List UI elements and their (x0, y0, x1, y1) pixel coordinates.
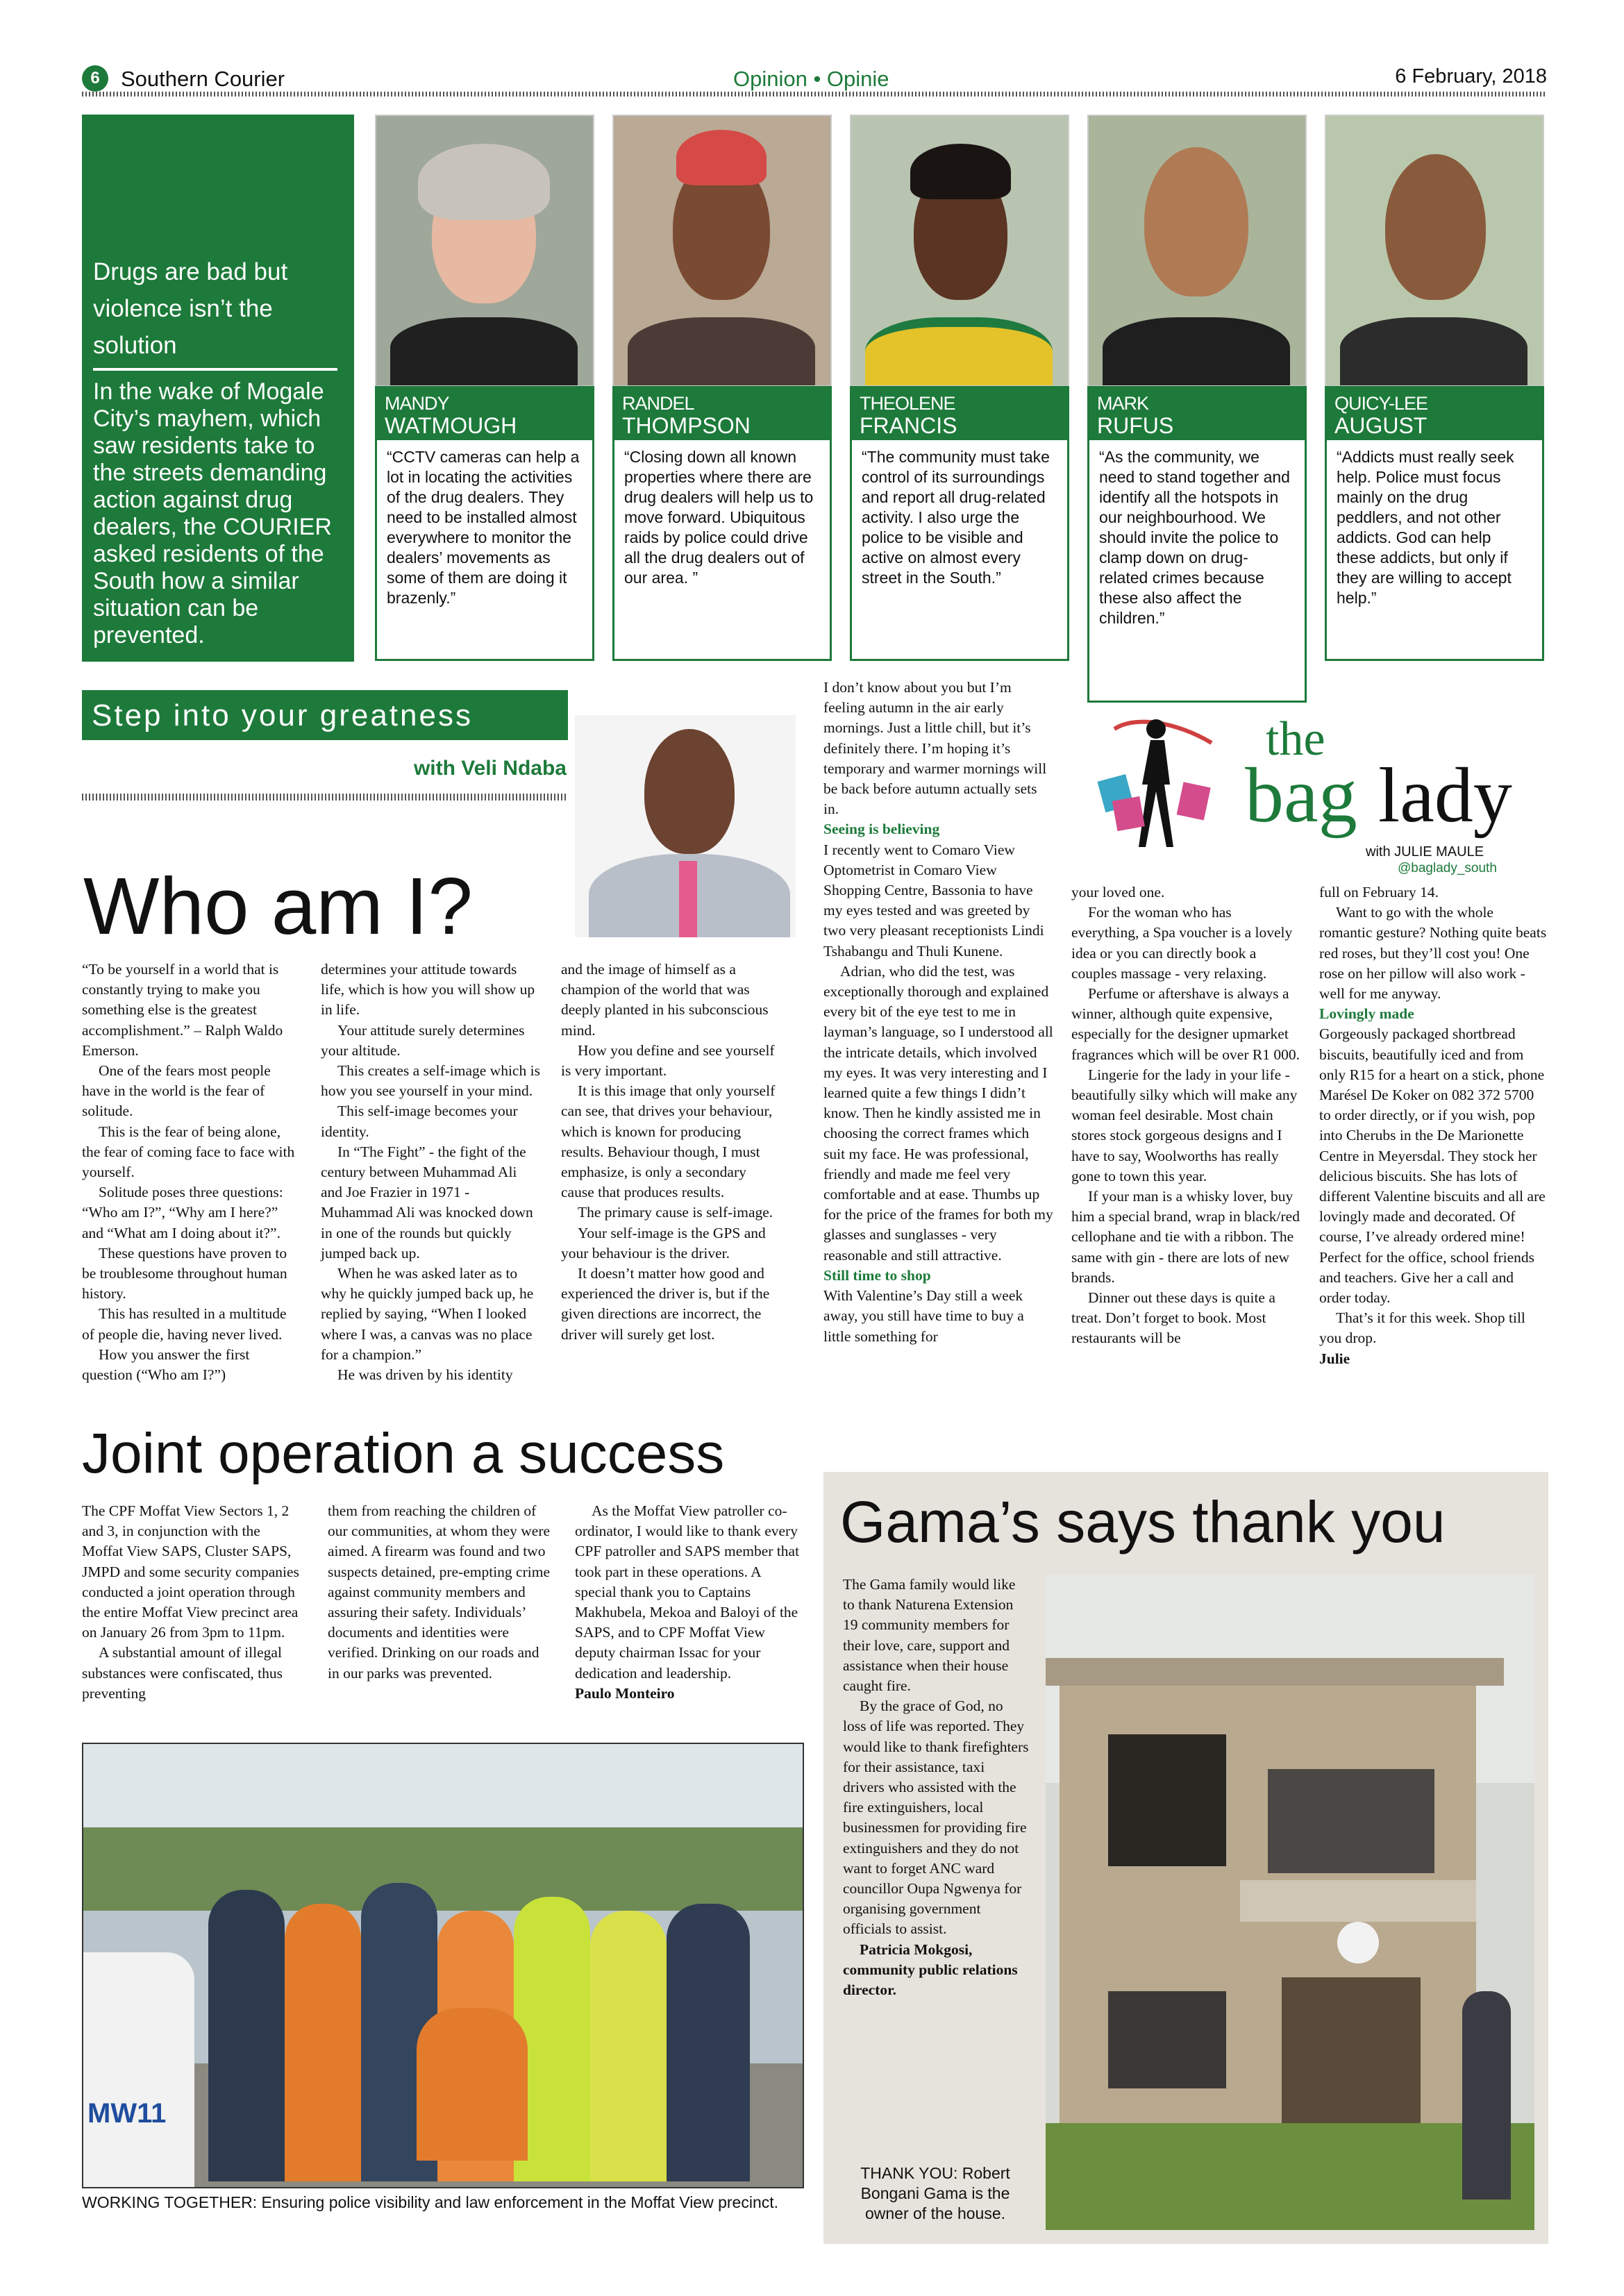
vox-first-name: RANDEL (622, 393, 694, 414)
paragraph: full on February 14. (1319, 884, 1439, 900)
gama-house-photo (1046, 1575, 1534, 2230)
person-robert-gama (1462, 1991, 1511, 2199)
paper-name: Southern Courier (121, 67, 285, 91)
vox-card-0 (375, 386, 594, 661)
vox-intro: In the wake of Mogale City’s mayhem, which saw residents take to the streets demanding action against drug dealers, the COURIER asked residents of the South how a similar situation can be prevented. (93, 378, 332, 648)
paragraph: As the Moffat View patroller co-ordinator, I would like to thank every CPF patroller and SAPS member that took part in these operations. A special thank you to Captains Makhubela, Mekoa and Baloyi of the SAPS, and to CPF Moffat View deputy chairman Issac for your dedication and leadership. (575, 1502, 800, 1682)
paragraph: By the grace of God, no loss of life was reported. They would like to thank firefighters for their assistance, taxi drivers who assisted with the fire extinguishers, local businessmen for providing fire extinguishers and they do not want to forget ANC ward councillor Oupa Ngwenya for organising government officials to assist. (843, 1698, 1029, 1938)
vox-quote: “Closing down all known properties where there are drug dealers will help us to move forward. Ubiquitous raids by police could drive all the drug dealers out of our area. ” (612, 440, 832, 661)
paragraph: Lingerie for the lady in your life - beautifully silky which will make any woman feel desirable. Most chain stores stock gorgeous designs and I have to say, Woolworths has really gone to town this year. (1071, 1066, 1298, 1184)
paragraph: and the image of himself as a champion of the world that was deeply planted in his subconscious mind. (561, 961, 769, 1039)
joint-col1 (82, 1501, 304, 1704)
baglady-logo (1073, 694, 1545, 882)
subheading: Seeing is believing (823, 821, 940, 838)
satellite-dish-icon (1337, 1922, 1379, 1963)
person-1 (208, 1890, 285, 2181)
vox-title: Drugs are bad but violence isn’t the solution (93, 258, 288, 359)
column-banner-text: Step into your greatness (92, 698, 473, 732)
header-rule (82, 92, 1547, 97)
paragraph: For the woman who has everything, a Spa voucher is a lovely idea or you can directly book a couples massage - very relaxing. (1071, 904, 1293, 982)
column-banner (82, 690, 568, 740)
police-car-number: MW11 (87, 2098, 167, 2129)
photo-trees (83, 1827, 803, 1911)
paragraph: I recently went to Comaro View Optometrist in Comaro View Shopping Centre, Bassonia to have my eyes tested and was greeted by two very pleasant receptionists Lindi Tshabangu and Thuli Kunene. (823, 841, 1044, 960)
paragraph: It is this image that only yourself can see, that drives your behaviour, which is known for producing results. Behaviour though, I must emphasize, is only a secondary cause that produces results. (561, 1082, 776, 1201)
paragraph: This creates a self-image which is how you see yourself in your mind. (321, 1062, 540, 1100)
vox-name-bar (1325, 386, 1544, 440)
police-car (83, 1952, 194, 2188)
portrait-quicy-lee-august (1325, 115, 1544, 387)
baglady-logo-the: the (1266, 712, 1325, 766)
paragraph: Solitude poses three questions: “Who am I?”, “Why am I here?” and “What am I doing about it?”. (82, 1184, 283, 1241)
paragraph: How you answer the first question (“Who am I?”) (82, 1346, 250, 1384)
paragraph: In “The Fight” - the fight of the century between Muhammad Ali and Joe Frazier in 1971 - Muhammad Ali was knocked down in one of the rounds but quickly jumped back up. (321, 1143, 533, 1262)
paragraph: It doesn’t matter how good and experienced the driver is, but if the given directions are incorrect, the driver will surely get lost. (561, 1265, 770, 1343)
person-6 (590, 1911, 667, 2181)
paragraph: If your man is a whisky lover, buy him a special brand, wrap in black/red cellophane and tie with a ribbon. The same with gin - there are lots of new brands. (1071, 1188, 1300, 1286)
paragraph: Adrian, who did the test, was exceptionally thorough and explained every bit of the eye test to me in layman’s language, so I understood all the intricate details, which involved my eyes. It was very interesting and I learned quite a few things I didn’t know. Then he kindly assisted me in choosing the correct frames which suit my face. He was professional, friendly and made me feel very comfortable and at ease. Thumbs up for the price of the frames for both my glasses and sunglasses - very reasonable and still attractive. (823, 962, 1053, 1264)
portrait-randel-thompson (612, 115, 832, 387)
vox-name-bar (375, 386, 594, 440)
vox-name-bar (612, 386, 832, 440)
columnist-tie (679, 861, 697, 937)
baglady-logo-bag: bag (1245, 753, 1357, 839)
portrait-mark-rufus (1087, 115, 1307, 387)
paragraph: The primary cause is self-image. (578, 1204, 773, 1221)
person-2 (285, 1904, 361, 2181)
vox-card-4 (1325, 386, 1544, 661)
paragraph: The Gama family would like to thank Naturena Extension 19 community members for their love, care, support and assistance when their house caught fire. (843, 1576, 1016, 1695)
portrait-face (1144, 147, 1248, 296)
vox-card-3 (1087, 386, 1307, 703)
paragraph: A substantial amount of illegal substances were confiscated, thus preventing (82, 1644, 283, 1702)
paragraph: Your attitude surely determines your altitude. (321, 1021, 525, 1059)
paragraph: This has resulted in a multitude of people die, having never lived. (82, 1305, 287, 1343)
baglady-handle: @baglady_south (1398, 861, 1497, 875)
joint-headline: Joint operation a success (82, 1422, 725, 1485)
vox-last-name: WATMOUGH (385, 413, 517, 438)
subheading: Still time to shop (823, 1266, 931, 1284)
paragraph: That’s it for this week. Shop till you drop. (1319, 1309, 1525, 1347)
paragraph: These questions have proven to be troublesome throughout human history. (82, 1244, 287, 1302)
vox-card-1 (612, 386, 832, 661)
vox-first-name: MARK (1097, 393, 1149, 414)
paragraph: When he was asked later as to why he quickly jumped back up, he replied by saying, “When I looked where I was, a canvas was no place for a champion.” (321, 1265, 534, 1363)
vox-first-name: MANDY (385, 393, 449, 414)
vox-first-name: THEOLENE (860, 393, 955, 414)
portrait-clothes (390, 317, 578, 387)
vox-last-name: AUGUST (1334, 413, 1428, 438)
portrait-clothes (1103, 317, 1290, 387)
baglady-col-a (823, 678, 1054, 1347)
portrait-hair (676, 130, 767, 185)
paragraph: Gorgeously packaged shortbread biscuits, beautifully iced and from only R15 for a heart on a stick, phone Marésel De Koker on 082 372 5700 to order directly, or if you wish, pop into Cherubs in the De Marionette Centre in Meyersdal. They stock her delicious biscuits. She has lots of different Valentine biscuits and all are lovingly made and decorated. Of course, I’ve already ordered mine! Perfect for the office, school friends and teachers. Give her a call and order today. (1319, 1025, 1546, 1307)
paragraph: This self-image becomes your identity. (321, 1103, 518, 1140)
paragraph: One of the fears most people have in the world is the fear of solitude. (82, 1062, 271, 1120)
baglady-col-c (1319, 882, 1548, 1369)
column-byline: with Veli Ndaba (413, 757, 567, 780)
baglady-col-b (1071, 882, 1300, 1349)
column-text-col1 (82, 960, 299, 1385)
paragraph: The CPF Moffat View Sectors 1, 2 and 3, in conjunction with the Moffat View SAPS, Cluster SAPS, JMPD and some security companies conducted a joint operation through the entire Moffat View precinct area on January 26 from 3pm to 11pm. (82, 1502, 299, 1641)
burnt-window (1108, 1734, 1226, 1866)
joint-col2 (328, 1501, 551, 1684)
paragraph: With Valentine’s Day still a week away, you still have time to buy a little something for (823, 1287, 1024, 1345)
vox-first-name: QUICY-LEE (1334, 393, 1428, 414)
vox-last-name: FRANCIS (860, 413, 957, 438)
baglady-logo-lady: lady (1378, 753, 1512, 839)
paragraph: your loved one. (1071, 884, 1165, 900)
columnist-photo (575, 715, 796, 937)
vox-quote: “Addicts must really seek help. Police must focus mainly on the drug peddlers, and not other addicts. God can help these addicts, but only if they are willing to accept help.” (1325, 440, 1544, 661)
issue-date: 6 February, 2018 (1395, 65, 1547, 87)
gama-photo-caption: THANK YOU: Robert Bongani Gama is the owner of the house. (860, 2164, 1010, 2222)
house-roof (1046, 1658, 1504, 1686)
baglady-silhouette-icon (1073, 701, 1239, 861)
column-text-col2 (321, 960, 542, 1385)
vox-name-bar (850, 386, 1069, 440)
portrait-clothes (628, 317, 815, 387)
joint-photo-caption: WORKING TOGETHER: Ensuring police visibility and law enforcement in the Moffat View precinct. (82, 2193, 779, 2211)
author-signoff: Julie (1319, 1350, 1350, 1367)
vox-quote: “CCTV cameras can help a lot in locating the activities of the drug dealers. They need to be installed almost everywhere to monitor the dealers’ movements as some of them are doing it brazenly.” (375, 440, 594, 661)
portrait-hair (910, 144, 1011, 199)
portrait-clothes (865, 317, 1053, 387)
vox-quote: “As the community, we need to stand together and identify all the hotspots in our neighbourhood. We should invite the police to clamp down on drug-related crimes because these also affect the children.” (1087, 440, 1307, 703)
lower-door (1282, 1977, 1421, 2123)
paragraph: How you define and see yourself is very important. (561, 1041, 775, 1080)
portrait-theolene-francis (850, 115, 1069, 387)
person-wheelchair (417, 2008, 528, 2161)
paragraph: Want to go with the whole romantic gesture? Nothing quite beats red roses, but they’ll cost you! One rose on her pillow will also work - well for me anyway. (1319, 904, 1547, 1003)
balcony (1240, 1880, 1476, 1922)
lawn (1046, 2123, 1534, 2230)
vox-card-2 (850, 386, 1069, 661)
gama-text (843, 1575, 1029, 2000)
paragraph: He was driven by his identity (337, 1366, 513, 1384)
paragraph: “To be yourself in a world that is constantly trying to make you something else is the greatest accomplishment.” – Ralph Waldo Emerson. (82, 961, 283, 1059)
page-number-badge (82, 65, 108, 92)
joint-operation-photo (82, 1743, 804, 2188)
column-rule (82, 794, 568, 801)
paragraph: I don’t know about you but I’m feeling autumn in the air early mornings. Just a little chill, but it’s definitely there. I’m hoping it’s temporary and warmer mornings will be back before autumn actually sets in. (823, 679, 1047, 818)
portrait-clothes (1340, 317, 1527, 387)
paragraph: Dinner out these days is quite a treat. Don’t forget to book. Most restaurants will be (1071, 1289, 1275, 1347)
paragraph: This is the fear of being alone, the fear of coming face to face with yourself. (82, 1123, 295, 1181)
baglady-with: with JULIE MAULE (1366, 844, 1484, 860)
person-7 (667, 1904, 750, 2181)
portrait-hair (418, 144, 550, 220)
portrait-mandy-watmough (375, 115, 594, 387)
author-signoff: Patricia Mokgosi, community public relations director. (843, 1941, 1018, 1999)
gama-box (823, 1472, 1548, 2244)
joint-col3 (575, 1501, 804, 1704)
paragraph: Your self-image is the GPS and your behaviour is the driver. (561, 1224, 766, 1262)
vox-last-name: THOMPSON (622, 413, 751, 438)
vox-quote: “The community must take control of its surroundings and report all drug-related activity. I also urge the police to be visible and active on almost every street in the South.” (850, 440, 1069, 661)
upper-window (1268, 1769, 1434, 1873)
paragraph: Perfume or aftershave is always a winner, although quite expensive, especially for the designer upmarket fragrances which will be over R1 000. (1071, 985, 1300, 1063)
section-label: Opinion • Opinie (733, 67, 889, 91)
subheading: Lovingly made (1319, 1005, 1414, 1023)
column-headline: Who am I? (83, 861, 473, 951)
lower-window (1108, 1991, 1226, 2088)
page-number: 6 (90, 69, 100, 87)
vox-intro-box (82, 115, 354, 662)
columnist-face (644, 729, 735, 854)
portrait-face (1385, 154, 1486, 300)
vox-title-rule (93, 368, 337, 371)
author-signoff: Paulo Monteiro (575, 1684, 675, 1702)
paragraph: determines your attitude towards life, which is how you will show up in life. (321, 961, 535, 1019)
vox-name-bar (1087, 386, 1307, 440)
paragraph: them from reaching the children of our communities, at whom they were aimed. A firearm was found and two suspects detained, pre-empting crime against community members and assuring their safety. Individuals’ documents and identities were verified. Drinking on our roads and in our parks was prevented. (328, 1502, 551, 1682)
gama-headline: Gama’s says thank you (840, 1489, 1446, 1555)
vox-last-name: RUFUS (1097, 413, 1174, 438)
column-text-col3 (561, 960, 782, 1345)
